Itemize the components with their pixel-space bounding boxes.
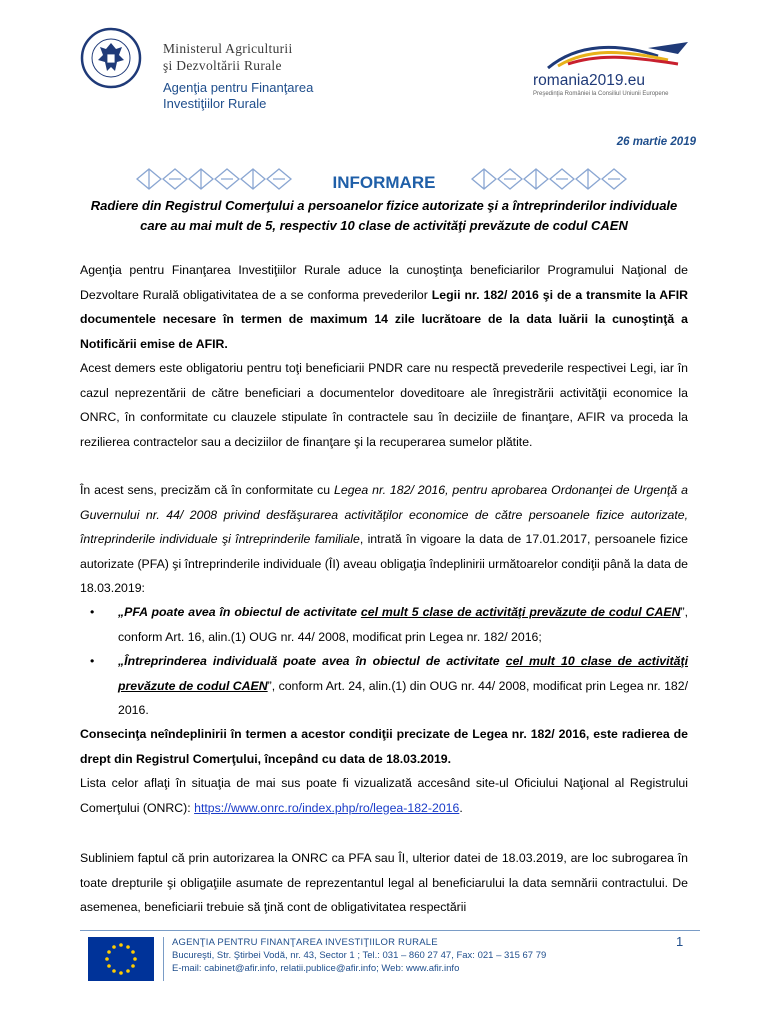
romania2019-logo-text: romania2019.eu [533, 72, 646, 89]
document-title: INFORMARE [332, 173, 436, 192]
paragraph-4-text: Consecinţa neîndeplinirii în termen a acestor condiţii precizate de Legea nr. 182/ 2016, este radierea de drept din Registrul Comerţului, începând cu data de 18.03.2019. [80, 727, 688, 766]
document-date: 26 martie 2019 [616, 136, 696, 148]
page-number: 1 [676, 934, 684, 949]
ministry-line-2: şi Dezvoltării Rurale [163, 58, 282, 73]
eu-flag-logo [88, 937, 154, 981]
agency-name [163, 80, 313, 112]
onrc-link[interactable]: https://www.onrc.ro/index.php/ro/legea-182-2016 [194, 800, 460, 815]
paragraph-2-text: Acest demers este obligatoriu pentru toţi beneficiarii PNDR care nu respectă prevederile respectivei Legi, iar în cazul neprezentării de către beneficiari a documentelor doveditoare ale înregistrării activităţii economice la ONRC, în conformitate cu clauzele stipulate în contractele sau în deciziile de finanţare, AFIR va proceda la rezilierea contractelor sau a deciziilor de finanţare şi la recuperarea sumelor plătite. [80, 361, 688, 449]
agency-line-2: Investiţiilor Rurale [163, 96, 267, 111]
footer-address: Bucureşti, Str. Ştirbei Vodă, nr. 43, Sector 1 ; Tel.: 031 – 860 27 47, Fax: 021 – 315 67 79 [172, 950, 547, 961]
paragraph-3 [80, 478, 688, 601]
paragraph-3-text: În acest sens, precizăm că în conformitate cu [80, 483, 335, 497]
paragraph-6-text: Subliniem faptul că prin autorizarea la ONRC ca PFA sau ÎI, ulterior datei de 18.03.2019, are loc subrogarea în toate drepturile şi obligaţiile asumate de reprezentantul legal al beneficiarului la data semnării contractului. De asemenea, beneficiarii trebuie să ţină cont de obligativitatea respectării [80, 851, 688, 914]
paragraph-1 [80, 258, 688, 356]
agency-line-1: Agenţia pentru Finanţarea [163, 80, 314, 95]
paragraph-1-text: Agenţia pentru Finanţarea Investiţiilor Rurale aduce la cunoştinţa beneficiarilor Programului Naţional de Dezvoltare Rurală obligativitatea de a se conforma prevederilor [80, 263, 688, 302]
bullet-icon: • [90, 654, 95, 668]
document-subtitle: Radiere din Registrul Comerţului a persoanelor fizice autorizate şi a întreprinderilor individuale care au mai mult de 5, respectiv 10 clase de activităţi prevăzute de codul CAEN [90, 198, 678, 233]
list-item-pfa-quote: „PFA poate avea în obiectul de activitate [118, 605, 361, 619]
conditions-list [80, 600, 688, 723]
paragraph-5-text: Lista celor aflaţi în situaţia de mai sus poate fi vizualizată accesând site-ul Oficiului Naţional al Registrului Comerţului (ONRC): [80, 776, 688, 815]
paragraph-3-law-title: Legea nr. 182/ 2016, pentru aprobarea Ordonanţei de Urgenţă a Guvernului nr. 44/ 2008 privind desfăşurarea activităţilor economice de către persoanele fizice autorizate, întreprinderile individuale şi întreprinderile familiale [80, 483, 688, 546]
list-item-pfa-underlined: cel mult 5 clase de activităţi prevăzute de codul CAEN [360, 605, 681, 619]
list-item-pfa-reference: ”, conform Art. 16, alin.(1) OUG nr. 44/ 2008, modificat prin Legea nr. 182/ 2016; [118, 605, 688, 644]
list-item-pfa [80, 600, 688, 649]
romania2019-logo-subtext: Preşedinţia României la Consiliul Uniunii Europene [533, 91, 669, 97]
paragraph-5 [80, 771, 688, 820]
paragraph-4 [80, 722, 688, 771]
paragraph-6 [80, 846, 688, 920]
footer-contact-block [172, 936, 546, 975]
list-item-ii-quote: „Întreprinderea individuală poate avea în obiectul de activitate [118, 654, 506, 668]
list-item-ii [80, 649, 688, 723]
paragraph-3-text-end: , intrată în vigoare la data de 17.01.2017, persoanele fizice autorizate (PFA) şi întreprinderile individuale (ÎI) aveau obligaţia îndeplinirii următoarelor condiţii până la data de 18.03.2019: [80, 532, 689, 595]
bullet-icon: • [90, 605, 95, 619]
ministry-name [163, 40, 293, 74]
paragraph-5-end: . [459, 800, 463, 815]
footer-contact: E-mail: cabinet@afir.info, relatii.publice@afir.info; Web: www.afir.info [172, 963, 460, 974]
footer-divider [80, 930, 700, 931]
paragraph-1-bold: Legii nr. 182/ 2016 şi de a transmite la AFIR documentele necesare în termen de maximum 14 zile lucrătoare de la data luării la cunoştinţă a Notificării emise de AFIR. [80, 287, 688, 351]
paragraph-2 [80, 356, 688, 454]
footer-separator [163, 937, 164, 981]
ministry-line-1: Ministerul Agriculturii [163, 41, 293, 56]
footer-org-name: AGENŢIA PENTRU FINANŢAREA INVESTIŢIILOR RURALE [172, 937, 438, 948]
list-item-ii-underlined: cel mult 10 clase de activităţi prevăzute de codul CAEN [118, 654, 688, 693]
list-item-ii-reference: ”, conform Art. 24, alin.(1) din OUG nr. 44/ 2008, modificat prin Legea nr. 182/ 2016. [118, 678, 689, 717]
government-crest-logo [80, 27, 142, 89]
